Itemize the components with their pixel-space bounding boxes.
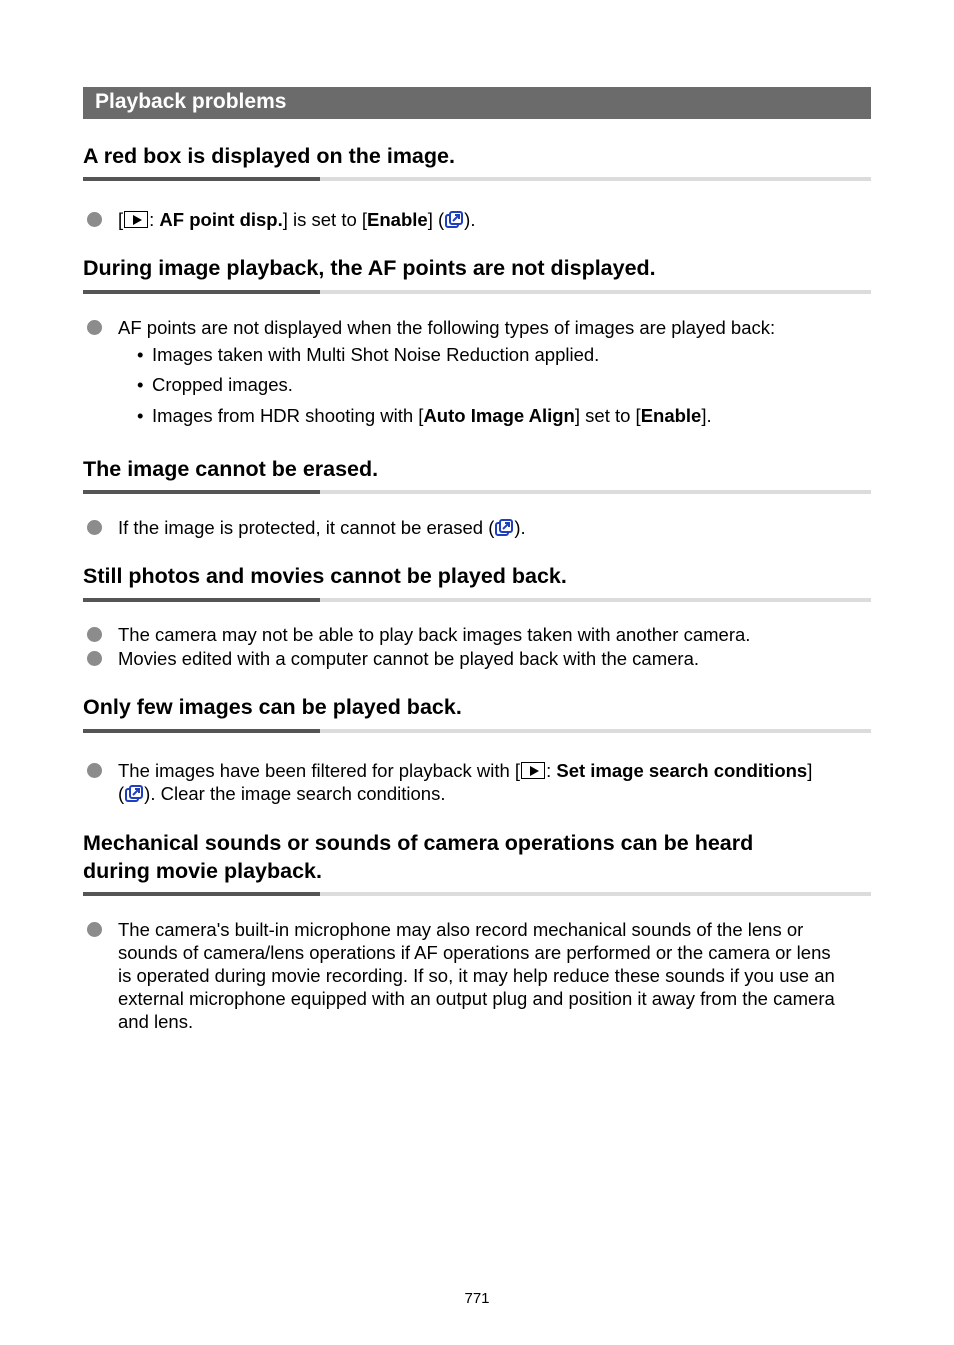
list-item: If the image is protected, it cannot be erased ( ). bbox=[118, 517, 526, 538]
heading-rule bbox=[83, 892, 871, 896]
bullet-dot bbox=[87, 520, 102, 535]
playback-tab-icon bbox=[521, 762, 545, 779]
page-number: 771 bbox=[464, 1290, 490, 1307]
sub-list-item: • Images taken with Multi Shot Noise Reduction applied. bbox=[137, 344, 600, 365]
heading-rule bbox=[83, 729, 871, 733]
sub-list-item: • Cropped images. bbox=[137, 374, 293, 395]
bullet-dot bbox=[87, 627, 102, 642]
heading-cannot-erase: The image cannot be erased. bbox=[83, 457, 379, 481]
list-item: The images have been filtered for playback with [ : Set image search conditions] ( ). Clear the image search conditions. bbox=[118, 760, 813, 804]
heading-rule bbox=[83, 177, 871, 181]
list-item: The camera's built-in microphone may also record mechanical sounds of the lens or sounds of camera/lens operations if AF operations are performed or the camera or lens is operated during movie recording. If so, it may help reduce these sounds if you use an external microphone equipped with an output plug and position it away from the camera and lens. bbox=[118, 919, 835, 1032]
heading-red-box: A red box is displayed on the image. bbox=[83, 144, 455, 168]
page-link-icon[interactable] bbox=[495, 519, 513, 537]
heading-rule bbox=[83, 490, 871, 494]
bullet-dot bbox=[87, 922, 102, 937]
playback-tab-icon bbox=[124, 211, 148, 228]
bullet-dot bbox=[87, 320, 102, 335]
heading-cannot-play: Still photos and movies cannot be played back. bbox=[83, 564, 567, 588]
sub-list-item: • Images from HDR shooting with [Auto Image Align] set to [Enable]. bbox=[137, 405, 712, 426]
list-item: The camera may not be able to play back images taken with another camera. bbox=[118, 624, 751, 645]
list-item: Movies edited with a computer cannot be played back with the camera. bbox=[118, 648, 700, 669]
page-link-icon[interactable] bbox=[445, 211, 463, 229]
heading-af-points: During image playback, the AF points are not displayed. bbox=[83, 256, 656, 280]
section-title: Playback problems bbox=[95, 90, 287, 113]
page-link-icon[interactable] bbox=[125, 785, 143, 803]
list-item: [ : AF point disp.] is set to [Enable] ( ). bbox=[118, 209, 476, 230]
heading-rule bbox=[83, 290, 871, 294]
heading-few-images: Only few images can be played back. bbox=[83, 695, 462, 719]
bullet-dot bbox=[87, 763, 102, 778]
list-item: AF points are not displayed when the following types of images are played back: bbox=[118, 317, 776, 338]
bullet-dot bbox=[87, 651, 102, 666]
heading-mechanical-sounds: Mechanical sounds or sounds of camera operations can be heard during movie playback. bbox=[83, 831, 754, 883]
heading-rule bbox=[83, 598, 871, 602]
bullet-dot bbox=[87, 212, 102, 227]
section-title-bar bbox=[83, 87, 871, 119]
